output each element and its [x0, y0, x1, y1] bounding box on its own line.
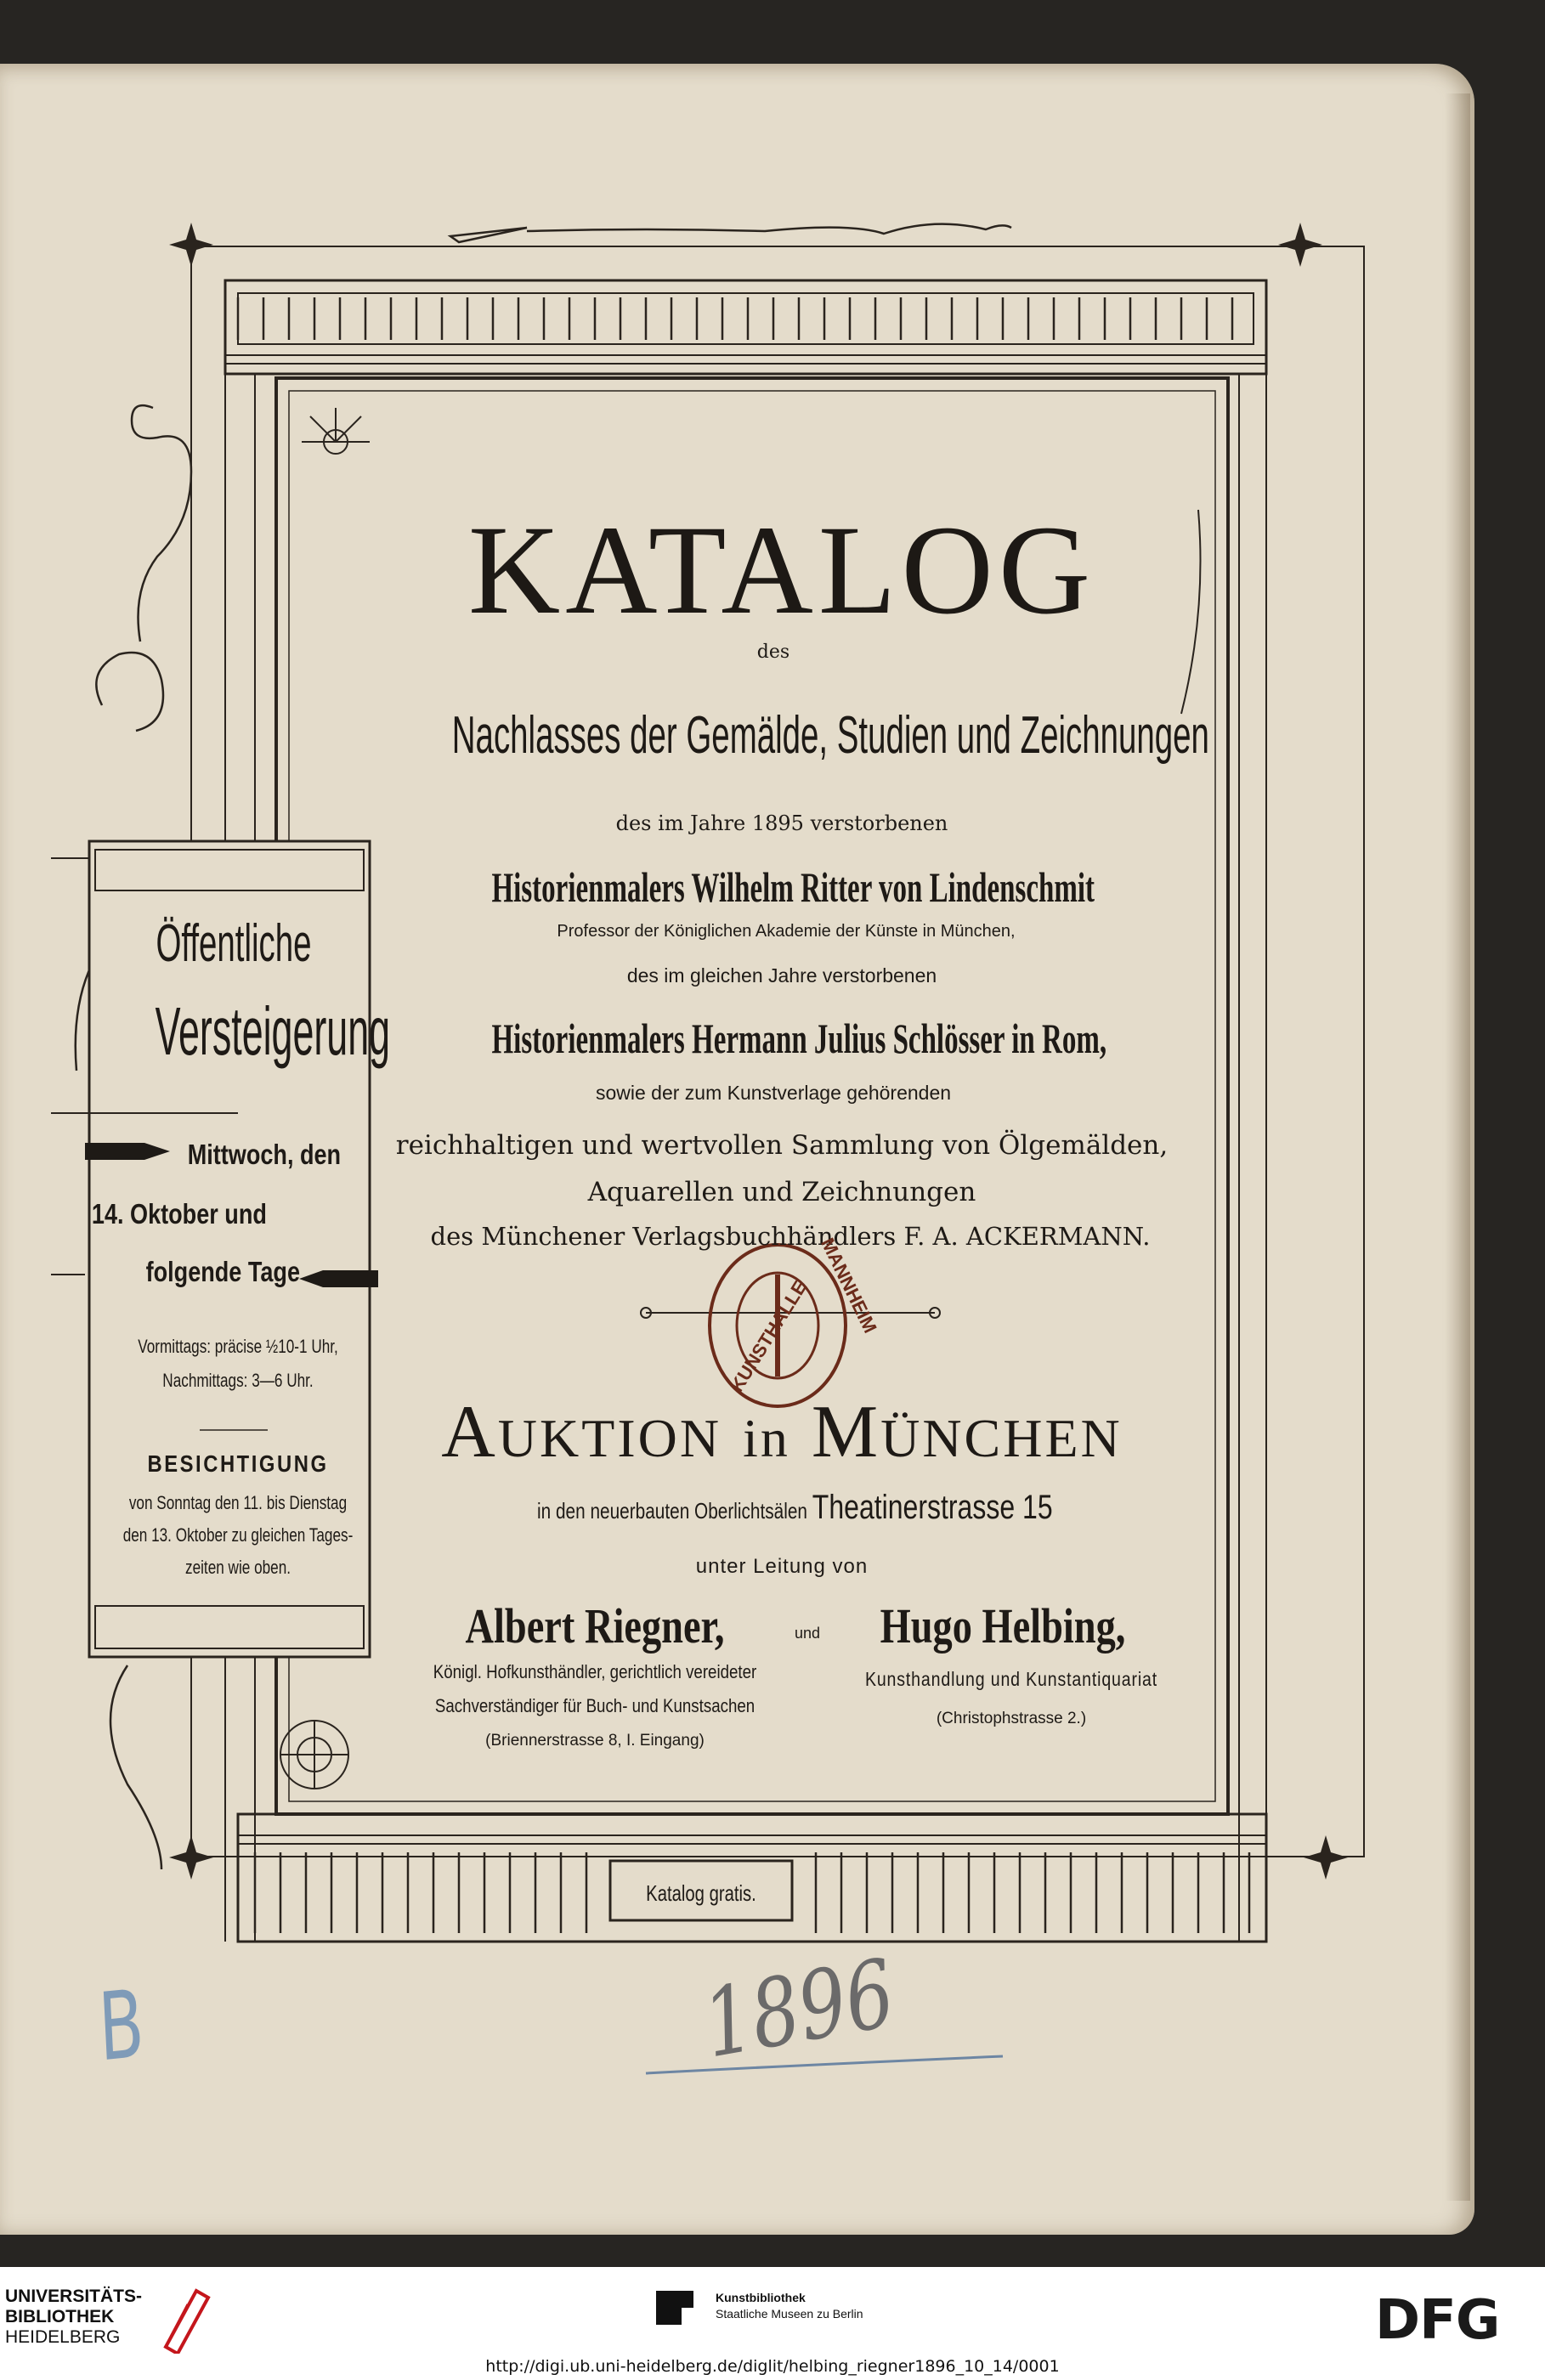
catalog-subtitle: Nachlasses der Gemälde, Studien und Zeichnungen [451, 706, 1209, 765]
deceased-line-1: des im Jahre 1895 verstorbenen [615, 811, 948, 835]
riegner-name: Albert Riegner, [465, 1598, 725, 1654]
auction-heading [323, 1389, 1241, 1475]
sidebar-times-morning: Vormittags: präcise ½10-1 Uhr, [138, 1336, 338, 1357]
document-url[interactable]: http://digi.ub.uni-heidelberg.de/diglit/helbing_riegner1896_10_14/0001 [485, 2357, 1060, 2376]
sidebar-besichtigung: BESICHTIGUNG [147, 1450, 329, 1477]
uni-line-3: HEIDELBERG [5, 2327, 121, 2347]
auction-city-rest: ÜNCHEN [880, 1408, 1123, 1468]
kunstbibliothek-logo[interactable] [654, 2286, 892, 2328]
helbing-address: (Christophstrasse 2.) [936, 1710, 1087, 1727]
painter-2-name: Historienmalers Hermann Julius Schlösser in Rom, [491, 1015, 1107, 1062]
pencil-mark-letter: B [96, 1969, 147, 2083]
helbing-title: Kunsthandlung und Kunstantiquariat [864, 1668, 1158, 1690]
sidebar-date-1: Mittwoch, den [187, 1139, 342, 1170]
uni-line-1: UNIVERSITÄTS- [5, 2287, 143, 2306]
uni-line-2: BIBLIOTHEK [5, 2307, 115, 2326]
catalog-gratis-label: Katalog gratis. [646, 1880, 756, 1906]
riegner-title-line-2: Sachverständiger für Buch- und Kunstsachen [434, 1695, 756, 1716]
collection-line-3: des Münchener Verlagsbuchhändlers F. A. ACKERMANN. [430, 1222, 1151, 1251]
auction-initial-a: A [441, 1391, 498, 1473]
collection-line-1: reichhaltigen und wertvollen Sammlung von Ölgemälden, [395, 1130, 1169, 1161]
sidebar-times-afternoon: Nachmittags: 3—6 Uhr. [162, 1370, 314, 1391]
und-connector: und [794, 1625, 821, 1642]
leitung-line: unter Leitung von [695, 1555, 869, 1578]
footer-bar [0, 2267, 1545, 2380]
collection-line-2: Aquarellen und Zeichnungen [587, 1177, 976, 1207]
deceased-line-2: des im gleichen Jahre verstorbenen [626, 964, 937, 986]
helbing-name: Hugo Helbing, [880, 1598, 1126, 1654]
kunstbibliothek-mark-icon [654, 2286, 709, 2328]
auction-initial-m: M [811, 1391, 881, 1473]
venue-prefix: in den neuerbauten Oberlichtsälen [537, 1498, 808, 1524]
pencil-mark-year: 1896 [695, 1938, 903, 2079]
des-line: des [756, 642, 790, 663]
page-title: KATALOG [467, 500, 1096, 641]
kb-line-1: Kunstbibliothek [716, 2291, 806, 2304]
venue-street: Theatinerstrasse 15 [812, 1489, 1053, 1526]
uni-heidelberg-logo[interactable] [5, 2287, 252, 2355]
sidebar-viewing-1: von Sonntag den 11. bis Dienstag [128, 1492, 348, 1513]
auction-word-rest: UKTION [497, 1408, 722, 1468]
stamp-text-left: KUNSTHALLE [726, 1276, 812, 1396]
riegner-address: (Briennerstrasse 8, I. Eingang) [485, 1732, 705, 1750]
sidebar-viewing-3: zeiten wie oben. [184, 1557, 291, 1578]
dfg-logo[interactable]: DFG [1375, 2289, 1500, 2352]
sidebar-heading-2: Versteigerung [155, 993, 391, 1069]
stamp-text-right: MANNHEIM [817, 1234, 881, 1337]
kb-line-2: Staatliche Museen zu Berlin [716, 2307, 863, 2321]
sidebar-heading-1: Öffentliche [156, 914, 312, 973]
kunstverlage-line: sowie der zum Kunstverlage gehörenden [595, 1082, 952, 1104]
venue-line [537, 1489, 1053, 1527]
sidebar-date-2: 14. Oktober und [91, 1198, 267, 1230]
painter-1-name: Historienmalers Wilhelm Ritter von Lindenschmit [491, 863, 1095, 911]
auction-in: in [743, 1408, 790, 1468]
painter-1-role: Professor der Königlichen Akademie der Künste in München, [557, 922, 1016, 941]
sidebar-viewing-2: den 13. Oktober zu gleichen Tages- [122, 1524, 354, 1546]
riegner-title-line-1: Königl. Hofkunsthändler, gerichtlich vereideter [433, 1661, 757, 1682]
uni-red-book-icon [162, 2287, 212, 2354]
sidebar-date-3: folgende Tage [145, 1256, 301, 1287]
